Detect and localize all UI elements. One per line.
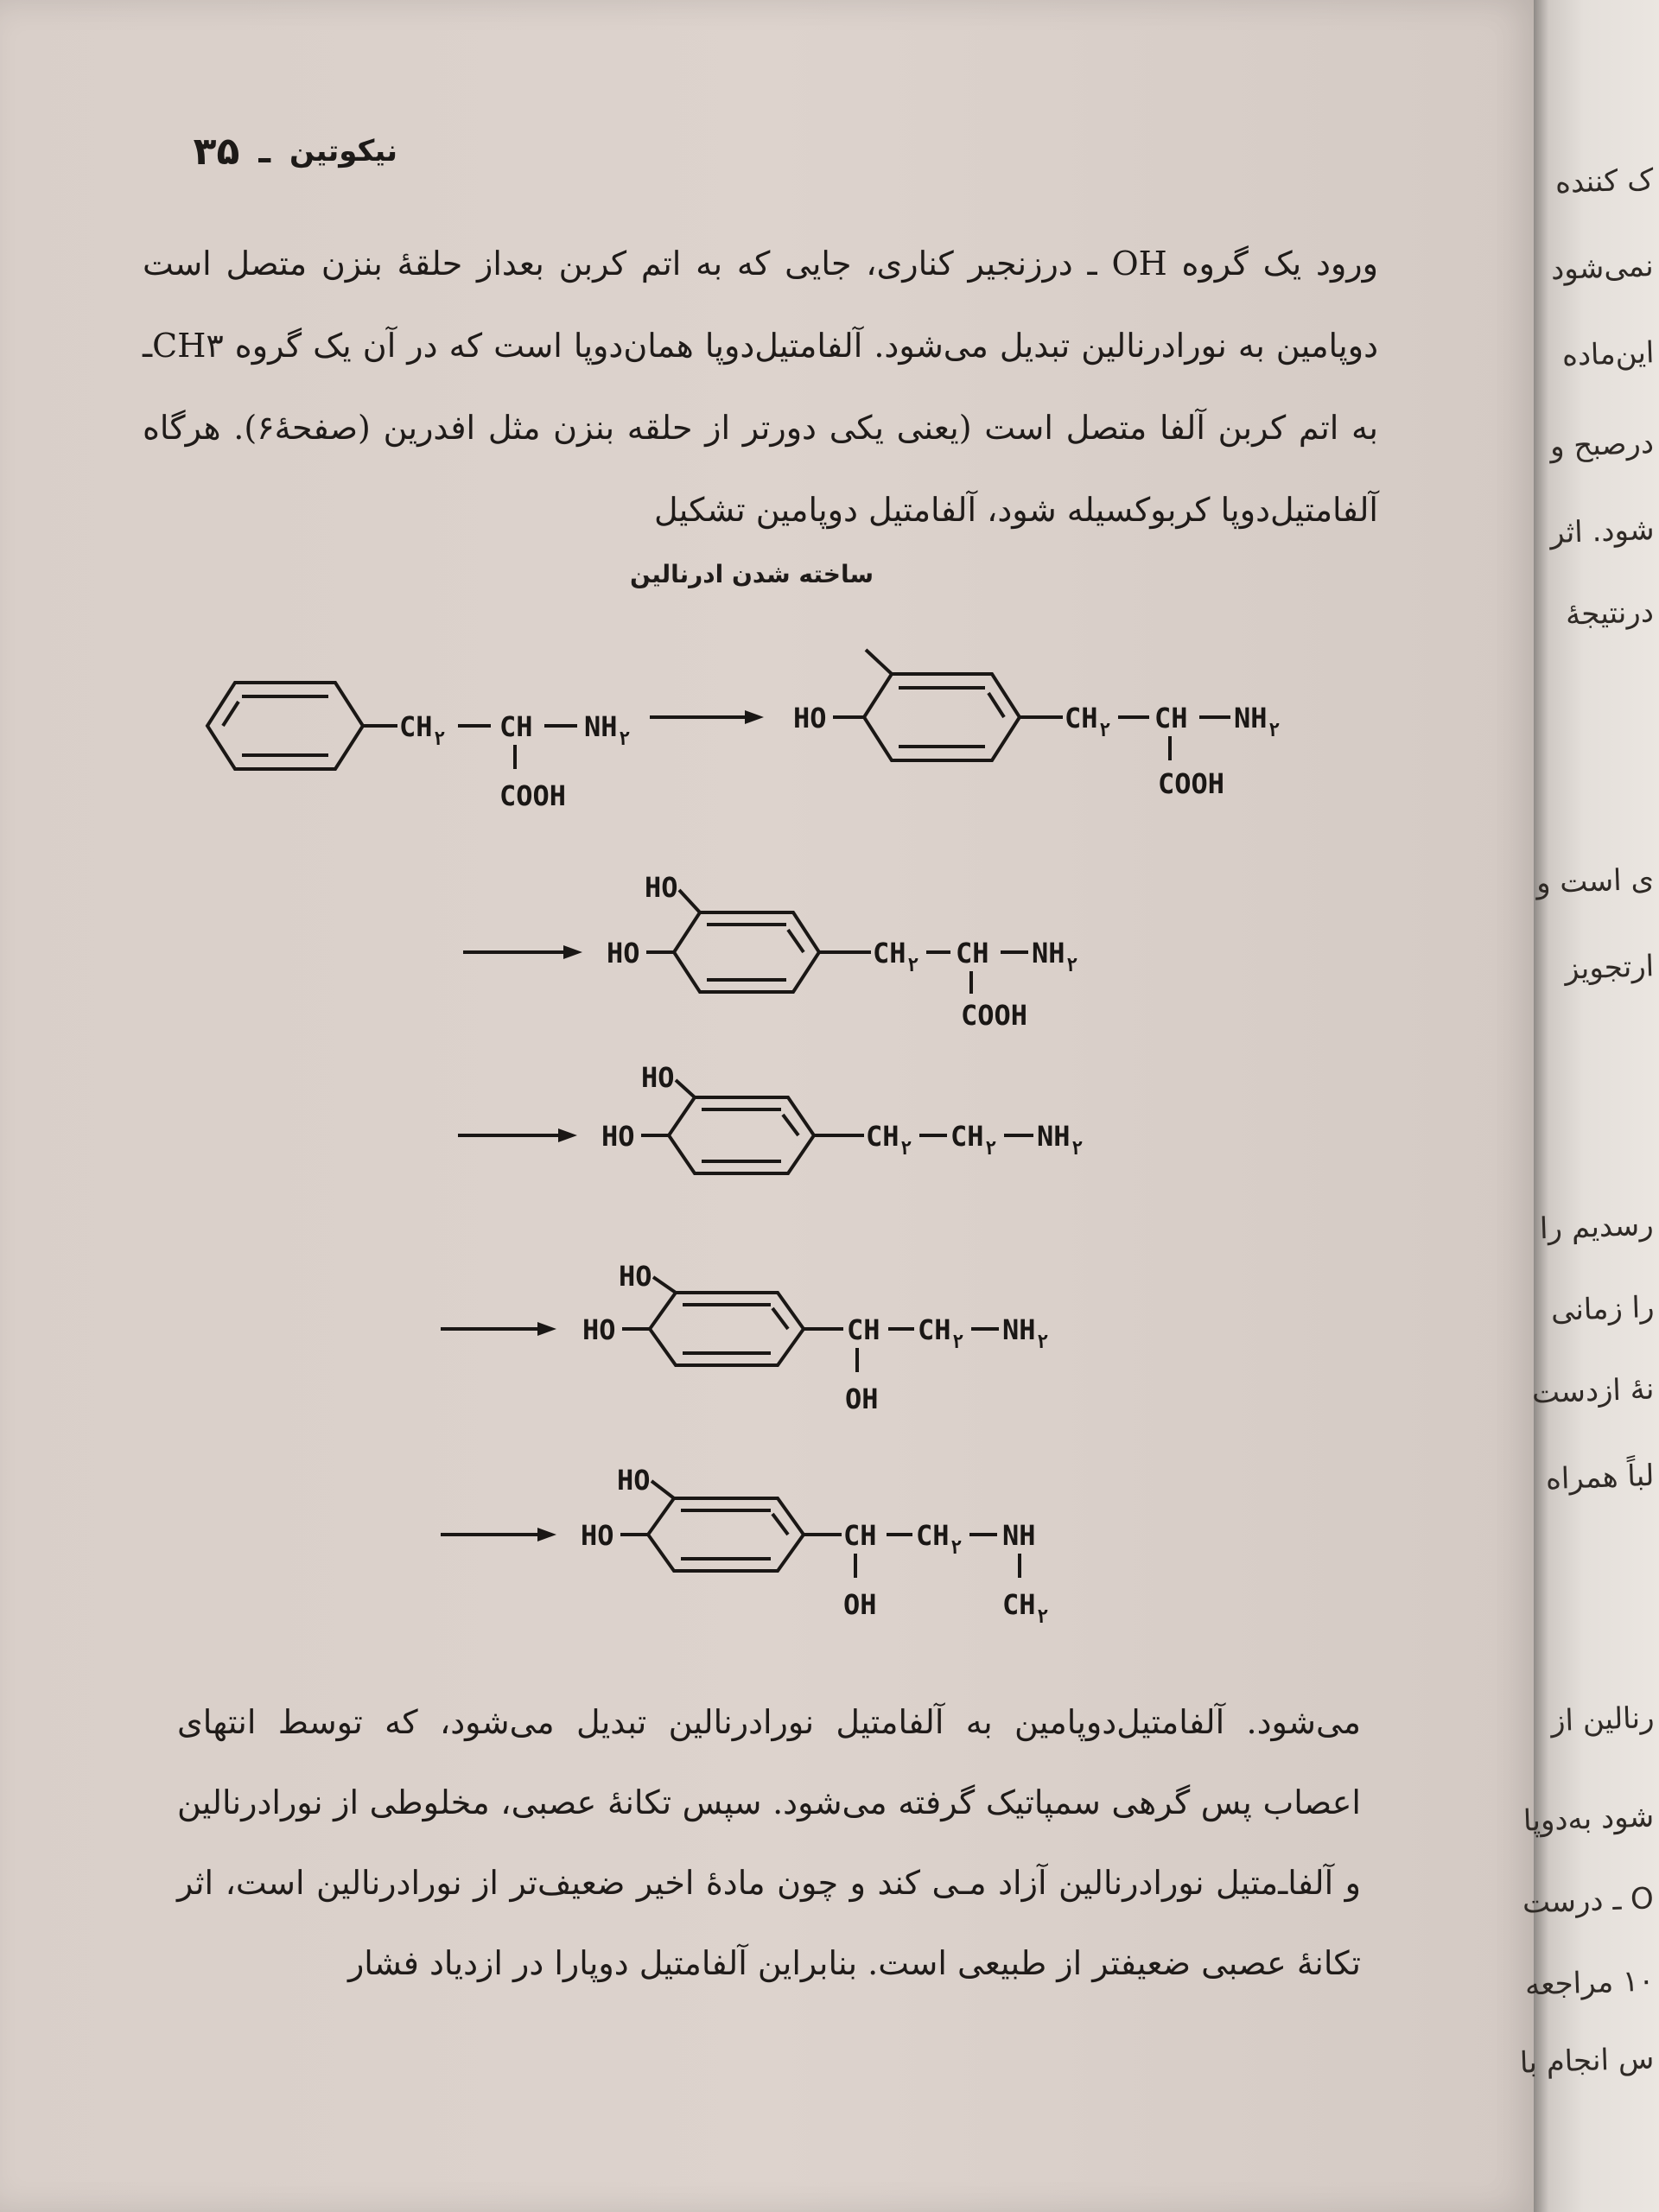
- chain-subscript: ۲: [985, 1138, 997, 1160]
- chain-label: NH: [1002, 1519, 1036, 1552]
- ring-inner-bond: [772, 1308, 788, 1329]
- adjacent-page-fragment: را زمانی: [1549, 1289, 1655, 1329]
- substituent-label: OH: [843, 1588, 877, 1621]
- bond: [679, 890, 700, 912]
- adjacent-page-fragment: درنتیجهٔ: [1565, 594, 1655, 632]
- substituent-label: COOH: [961, 999, 1028, 1032]
- chain-label: CH: [499, 710, 533, 743]
- substituent-label: OH: [845, 1382, 879, 1415]
- chain-subscript: ۲: [1037, 1332, 1049, 1353]
- adjacent-page-fragment: س انجام با: [1519, 2041, 1655, 2081]
- hydroxyl-label: HO: [793, 702, 827, 734]
- ring-inner-bond: [772, 1514, 788, 1535]
- chain-subscript: ۲: [1099, 720, 1111, 741]
- chain-label: NH: [1234, 702, 1268, 734]
- reaction-arrow-head: [563, 945, 582, 959]
- bond: [866, 650, 892, 674]
- chapter-title: نیکوتین: [289, 134, 397, 168]
- paragraph-top: ورود یک گروه OH ـ درزنجیر کناری، جایی که به اتم کربن بعداز حلقهٔ بنزن متصل است دوپامین به نورادرنالین تبدیل می‌شود. آلفامتیل‌دوپا همان‌دوپا است که در آن یک گروه CH۳ـ به اتم کربن آلفا متصل است (یعنی یکی دورتر از حلقه بنزن مثل افدرین (صفحهٔ۶). هرگاه آلفامتیل‌دوپا کربوکسیله شود، آلفامتیل دوپامین تشکیل: [143, 245, 1378, 529]
- reaction-arrow-head: [558, 1128, 577, 1142]
- chain-label: CH: [843, 1519, 877, 1552]
- chain-subscript: ۲: [950, 1537, 963, 1559]
- hydroxyl-label: HO: [607, 937, 640, 969]
- chain-subscript: ۲: [907, 955, 919, 976]
- adjacent-page-fragment: ک کننده: [1554, 162, 1655, 200]
- diagram-caption: ساخته شدن ادرنالین: [630, 560, 874, 588]
- adjacent-page-edge: [1519, 0, 1659, 2212]
- page-number: ۳۵: [193, 129, 240, 174]
- adjacent-page-fragment: درصبح و: [1549, 425, 1655, 465]
- adjacent-page-fragment: ۱۰ مراجعه: [1523, 1963, 1655, 2003]
- header-dash: ـ: [258, 131, 271, 171]
- adjacent-page-fragment: شود به‌دوپا: [1522, 1799, 1655, 1839]
- chain-subscript: ۲: [1071, 1138, 1084, 1160]
- chain-label: CH: [1065, 702, 1098, 734]
- ring-inner-bond: [988, 693, 1004, 717]
- adjacent-page-fragment: رسدیم را: [1539, 1207, 1655, 1247]
- hydroxyl-label: HO: [641, 1061, 675, 1094]
- chain-subscript: ۲: [434, 728, 446, 750]
- structure-2: [793, 650, 1280, 800]
- substituent-label: CH: [1002, 1588, 1036, 1621]
- adjacent-page-fragment: ارتجویز: [1564, 949, 1655, 987]
- adjacent-page-fragment: رنالین از: [1549, 1700, 1655, 1739]
- chain-subscript: ۲: [900, 1138, 912, 1160]
- structure-4: [601, 1061, 1083, 1173]
- ring-inner-bond: [788, 930, 804, 952]
- structure-3: [607, 871, 1077, 1032]
- paragraph-bottom: می‌شود. آلفامتیل‌دوپامین به آلفامتیل نورادرنالین تبدیل می‌شود، که توسط انتهای اعصاب پس گرهی سمپاتیک گرفته می‌شود. سپس تکانهٔ عصبی، مخلوطی از نورادرنالین و آلفا‌ـ‌متیل نورادرنالین آزاد مـی کند و چون مادهٔ اخیر ضعیف‌تر از نورادرنالین است، اثر تکانهٔ عصبی ضعیفتر از طبیعی است. بنابراین آلفامتیل دوپارا در ازدیاد فشار: [177, 1703, 1361, 1982]
- adjacent-page-fragment: ی است و: [1535, 861, 1655, 901]
- reaction-arrow-head: [745, 710, 764, 724]
- bond: [653, 1277, 676, 1293]
- chain-subscript: ۲: [1066, 955, 1078, 976]
- adjacent-page-fragment: O ـ درست: [1522, 1881, 1655, 1921]
- chain-subscript: ۲: [619, 728, 631, 750]
- hydroxyl-label: HO: [645, 871, 678, 904]
- chain-subscript: ۲: [1268, 720, 1281, 741]
- chain-label: NH: [1032, 937, 1065, 969]
- chain-subscript: ۲: [1037, 1606, 1049, 1628]
- bond: [676, 1080, 695, 1097]
- hydroxyl-label: HO: [582, 1313, 616, 1346]
- reaction-arrow-head: [537, 1322, 556, 1336]
- chain-label: NH: [584, 710, 618, 743]
- reaction-arrow-head: [537, 1528, 556, 1541]
- adjacent-page-fragment: نهٔ ازدست: [1530, 1371, 1655, 1411]
- adjacent-page-fragment: نمی‌شود: [1550, 248, 1655, 288]
- substituent-label: COOH: [499, 779, 567, 812]
- chain-label: CH: [866, 1120, 899, 1153]
- chain-subscript: ۲: [952, 1332, 964, 1353]
- chain-label: CH: [916, 1519, 950, 1552]
- adjacent-page-fragment: این‌ماده: [1561, 335, 1655, 373]
- substituent-label: COOH: [1158, 767, 1225, 800]
- chain-label: NH: [1002, 1313, 1036, 1346]
- hydroxyl-label: HO: [617, 1464, 651, 1497]
- chain-label: CH: [873, 937, 906, 969]
- hydroxyl-label: HO: [619, 1260, 652, 1293]
- hydroxyl-label: HO: [581, 1519, 614, 1552]
- bond: [652, 1481, 674, 1498]
- chain-label: CH: [847, 1313, 880, 1346]
- adjacent-page-fragment: لباً همراه: [1544, 1458, 1655, 1497]
- ring-inner-bond: [223, 702, 238, 726]
- chain-label: NH: [1037, 1120, 1071, 1153]
- structure-6: [581, 1464, 1048, 1628]
- chain-label: CH: [399, 710, 433, 743]
- chain-label: CH: [918, 1313, 951, 1346]
- chain-label: CH: [1154, 702, 1188, 734]
- structure-5: [582, 1260, 1048, 1415]
- structure-1: [207, 683, 630, 812]
- hydroxyl-label: HO: [601, 1120, 635, 1153]
- chain-label: CH: [956, 937, 989, 969]
- ring-inner-bond: [783, 1115, 798, 1135]
- adjacent-page-fragment: شود. اثر: [1548, 512, 1655, 551]
- chain-label: CH: [950, 1120, 984, 1153]
